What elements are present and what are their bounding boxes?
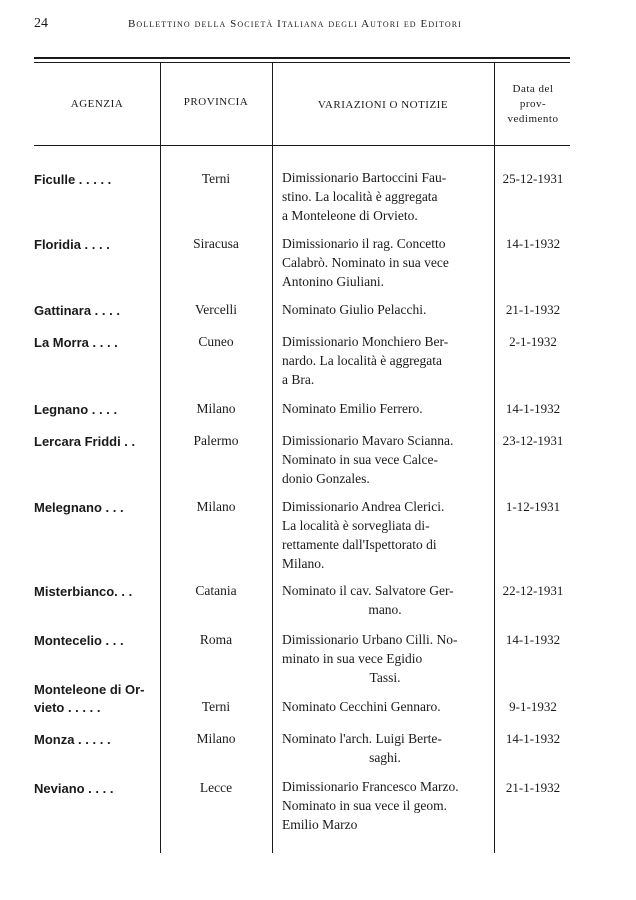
notes-line: nardo. La località è aggregata — [282, 353, 443, 368]
province-name: Milano — [196, 499, 236, 514]
notes-line: Dimissionario Urbano Cilli. No- — [282, 632, 458, 647]
table-top-rule-thin — [34, 62, 570, 63]
agency-name: La Morra . . . . — [34, 335, 118, 350]
column-divider-2 — [272, 63, 273, 853]
notes-line: saghi. — [369, 750, 401, 765]
notes-line: Dimissionario Bartoccini Fau- — [282, 170, 447, 185]
date-header-line: prov- — [519, 98, 547, 110]
notes-line: La località è sorvegliata di- — [282, 518, 430, 533]
notes-line: Calabrò. Nominato in sua vece — [282, 255, 449, 270]
province-name: Lecce — [199, 780, 233, 795]
agency-name: Lercara Friddi . . — [34, 434, 136, 449]
notes-line: Nominato Cecchini Gennaro. — [282, 699, 441, 714]
column-header-notes: VARIAZIONI O NOTIZIE — [317, 99, 449, 111]
province-name: Terni — [201, 171, 231, 186]
notes-line: Dimissionario Andrea Clerici. — [282, 499, 445, 514]
notes-line: Nominato in sua vece il geom. — [282, 798, 447, 813]
notes-cell — [282, 497, 488, 573]
decision-date: 2-1-1932 — [509, 334, 557, 349]
decision-date: 21-1-1932 — [505, 302, 561, 317]
notes-line: Nominato in sua vece Calce- — [282, 452, 438, 467]
notes-line: Dimissionario Mavaro Scianna. — [282, 433, 454, 448]
notes-line: Tassi. — [369, 670, 401, 685]
notes-line: Nominato Giulio Pelacchi. — [282, 302, 427, 317]
decision-date: 9-1-1932 — [509, 699, 557, 714]
decision-date: 23-12-1931 — [502, 433, 564, 448]
decision-date: 25-12-1931 — [502, 171, 564, 186]
province-name: Siracusa — [193, 236, 239, 251]
decision-date: 1-12-1931 — [505, 499, 561, 514]
notes-cell — [282, 697, 488, 716]
notes-line: Dimissionario Monchiero Ber- — [282, 334, 449, 349]
table-top-rule — [34, 57, 570, 59]
notes-line: mano. — [368, 602, 402, 617]
notes-line: donio Gonzales. — [282, 471, 370, 486]
province-name: Roma — [199, 632, 233, 647]
date-header-line: vedimento — [507, 113, 559, 125]
notes-cell — [282, 234, 488, 291]
province-name: Cuneo — [198, 334, 234, 349]
page-number: 24 — [34, 16, 48, 31]
table-header-rule — [34, 145, 570, 146]
province-name: Milano — [196, 731, 236, 746]
column-header-province: PROVINCIA — [183, 96, 249, 108]
agency-name: Montecelio . . . — [34, 633, 124, 648]
province-name: Terni — [201, 699, 231, 714]
notes-cell — [282, 168, 488, 225]
notes-cell — [282, 399, 488, 418]
notes-cell — [282, 300, 488, 319]
notes-line: Antonino Giuliani. — [282, 274, 384, 289]
notes-line: Nominato Emilio Ferrero. — [282, 401, 423, 416]
notes-line: stino. La località è aggregata — [282, 189, 438, 204]
agency-name: Neviano . . . . — [34, 781, 114, 796]
agency-name: Ficulle . . . . . — [34, 172, 112, 187]
notes-line: Dimissionario Francesco Marzo. — [282, 779, 459, 794]
province-name: Palermo — [193, 433, 239, 448]
notes-cell — [282, 630, 488, 687]
agency-name-continued: vieto . . . . . — [34, 700, 101, 715]
agency-name: Floridia . . . . — [34, 237, 110, 252]
agency-name: Legnano . . . . — [34, 402, 118, 417]
decision-date: 14-1-1932 — [505, 632, 561, 647]
notes-line: Emilio Marzo — [282, 817, 358, 832]
notes-line: rettamente dall'Ispettorato di — [282, 537, 437, 552]
province-name: Vercelli — [195, 302, 237, 317]
notes-cell — [282, 332, 488, 389]
notes-cell — [282, 729, 488, 767]
notes-line: Dimissionario il rag. Concetto — [282, 236, 446, 251]
notes-line: Milano. — [282, 556, 325, 571]
decision-date: 14-1-1932 — [505, 731, 561, 746]
province-name: Milano — [196, 401, 236, 416]
agency-name: Monteleone di Or- — [34, 682, 145, 697]
notes-cell — [282, 431, 488, 488]
notes-line: a Bra. — [282, 372, 315, 387]
notes-line: Nominato l'arch. Luigi Berte- — [282, 731, 442, 746]
running-title: Bollettino della Società Italiana degli Autori ed Editori — [128, 18, 462, 30]
notes-line: a Monteleone di Orvieto. — [282, 208, 418, 223]
province-name: Catania — [195, 583, 237, 598]
decision-date: 14-1-1932 — [505, 236, 561, 251]
notes-line: minato in sua vece Egidio — [282, 651, 423, 666]
decision-date: 22-12-1931 — [502, 583, 564, 598]
notes-line: Nominato il cav. Salvatore Ger- — [282, 583, 454, 598]
column-header-date — [494, 82, 572, 127]
agency-name: Monza . . . . . — [34, 732, 111, 747]
date-header-line: Data del — [512, 83, 554, 95]
agency-name: Melegnano . . . — [34, 500, 124, 515]
decision-date: 14-1-1932 — [505, 401, 561, 416]
notes-cell — [282, 777, 488, 834]
agency-name: Misterbianco. . . — [34, 584, 133, 599]
page-header — [0, 16, 636, 36]
agency-name: Gattinara . . . . — [34, 303, 120, 318]
column-divider-1 — [160, 63, 161, 853]
notes-cell — [282, 581, 488, 619]
column-header-agency: AGENZIA — [70, 98, 124, 110]
decision-date: 21-1-1932 — [505, 780, 561, 795]
